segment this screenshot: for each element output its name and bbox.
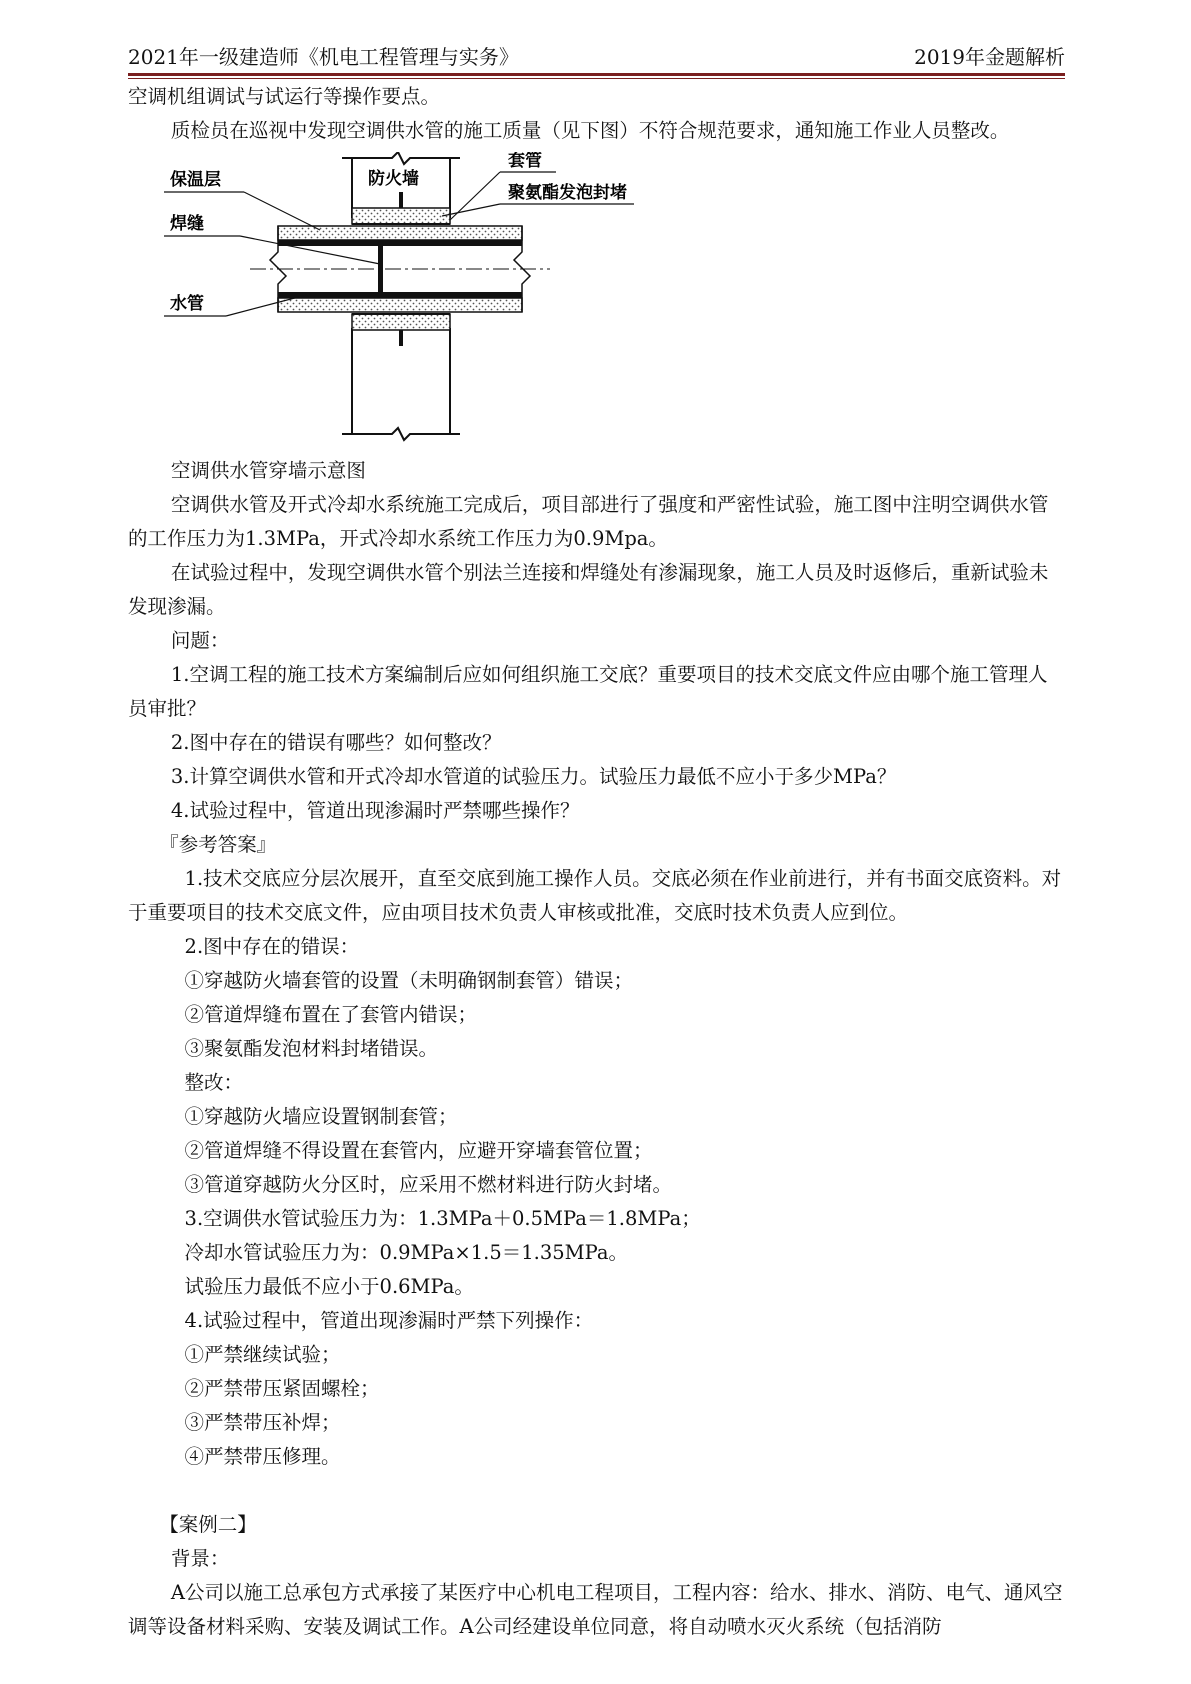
answer-line: 整改： xyxy=(184,1071,244,1094)
anchor-lower xyxy=(399,330,403,346)
wall-break-top xyxy=(342,152,460,164)
case-background-label: 背景： xyxy=(170,1547,230,1570)
label-sleeve: 套管 xyxy=(508,152,542,171)
figure-caption: 空调供水管穿墙示意图 xyxy=(170,459,366,482)
header-rule-thick xyxy=(128,73,1065,76)
pipe-through-wall-figure xyxy=(160,152,1065,450)
questions-title: 问题： xyxy=(170,629,230,652)
spacer xyxy=(128,1474,1065,1508)
wall-break-bottom xyxy=(342,428,460,440)
answer-line: ④严禁带压修理。 xyxy=(184,1445,341,1468)
sealant-upper xyxy=(352,208,450,224)
question-item: 2.图中存在的错误有哪些？如何整改？ xyxy=(170,731,502,754)
paragraph: 空调供水管及开式冷却水系统施工完成后，项目部进行了强度和严密性试验，施工图中注明空调供水管的工作压力为1.3MPa，开式冷却水系统工作压力为0.9Mpa。 xyxy=(128,493,1049,550)
answer-line: ③严禁带压补焊； xyxy=(184,1411,341,1434)
answer-line: ③聚氨酯发泡材料封堵错误。 xyxy=(184,1037,439,1060)
label-fire-wall: 防火墙 xyxy=(368,169,419,189)
answer-line: 3.空调供水管试验压力为：1.3MPa＋0.5MPa＝1.8MPa； xyxy=(184,1207,701,1230)
document-body xyxy=(128,80,1065,1644)
answer-line: ②严禁带压紧固螺栓； xyxy=(184,1377,380,1400)
label-water-pipe: 水管 xyxy=(170,294,204,314)
header-right-title: 2019年金题解析 xyxy=(914,45,1065,69)
answer-line: ①严禁继续试验； xyxy=(184,1343,341,1366)
answer-line: 2.图中存在的错误： xyxy=(184,935,360,958)
paragraph: 质检员在巡视中发现空调供水管的施工质量（见下图）不符合规范要求，通知施工作业人员整改。 xyxy=(170,119,1010,142)
question-item: 3.计算空调供水管和开式冷却水管道的试验压力。试验压力最低不应小于多少MPa？ xyxy=(170,765,897,788)
question-item: 1.空调工程的施工技术方案编制后应如何组织施工交底？重要项目的技术交底文件应由哪个施工管理人员审批？ xyxy=(128,663,1048,720)
label-sealant: 聚氨酯发泡封堵 xyxy=(508,183,627,203)
case-paragraph: A公司以施工总承包方式承接了某医疗中心机电工程项目，工程内容：给水、排水、消防、电气、通风空调等设备材料采购、安装及调试工作。A公司经建设单位同意，将自动喷水灭火系统（包括消防 xyxy=(128,1581,1063,1638)
page-header xyxy=(128,42,1065,72)
case-title: 【案例二】 xyxy=(159,1513,257,1536)
header-rule-thin xyxy=(128,78,1065,79)
question-item: 4.试验过程中，管道出现渗漏时严禁哪些操作？ xyxy=(170,799,580,822)
answer-line: 4.试验过程中，管道出现渗漏时严禁下列操作： xyxy=(184,1309,594,1332)
label-insulation: 保温层 xyxy=(170,170,221,190)
pipe-diagram xyxy=(160,152,760,450)
header-left-title: 2021年一级建造师《机电工程管理与实务》 xyxy=(128,45,519,69)
answer-line: ①穿越防火墙套管的设置（未明确钢制套管）错误； xyxy=(184,969,634,992)
label-weld: 焊缝 xyxy=(170,214,204,234)
answer-line: 试验压力最低不应小于0.6MPa。 xyxy=(184,1275,474,1298)
insulation-upper xyxy=(278,226,522,240)
answer-line: ③管道穿越防火分区时，应采用不燃材料进行防火封堵。 xyxy=(184,1173,673,1196)
paragraph: 空调机组调试与试运行等操作要点。 xyxy=(128,85,441,108)
paragraph: 在试验过程中，发现空调供水管个别法兰连接和焊缝处有渗漏现象，施工人员及时返修后，重新试验未发现渗漏。 xyxy=(128,561,1049,618)
answer-line: ②管道焊缝不得设置在套管内，应避开穿墙套管位置； xyxy=(184,1139,653,1162)
answer-paragraph: 1.技术交底应分层次展开，直至交底到施工操作人员。交底必须在作业前进行，并有书面交底资料。对于重要项目的技术交底文件，应由项目技术负责人审核或批准，交底时技术负责人应到位。 xyxy=(128,867,1062,924)
sealant-lower xyxy=(352,314,450,330)
answer-title: 『参考答案』 xyxy=(159,833,277,856)
anchor-upper xyxy=(399,192,403,208)
pipe-wall-upper xyxy=(278,240,522,246)
pipe-wall-lower xyxy=(278,292,522,298)
answer-line: 冷却水管试验压力为：0.9MPa×1.5＝1.35MPa。 xyxy=(184,1241,629,1264)
answer-line: ②管道焊缝布置在了套管内错误； xyxy=(184,1003,478,1026)
insulation-lower xyxy=(278,298,522,312)
answer-line: ①穿越防火墙应设置钢制套管； xyxy=(184,1105,458,1128)
